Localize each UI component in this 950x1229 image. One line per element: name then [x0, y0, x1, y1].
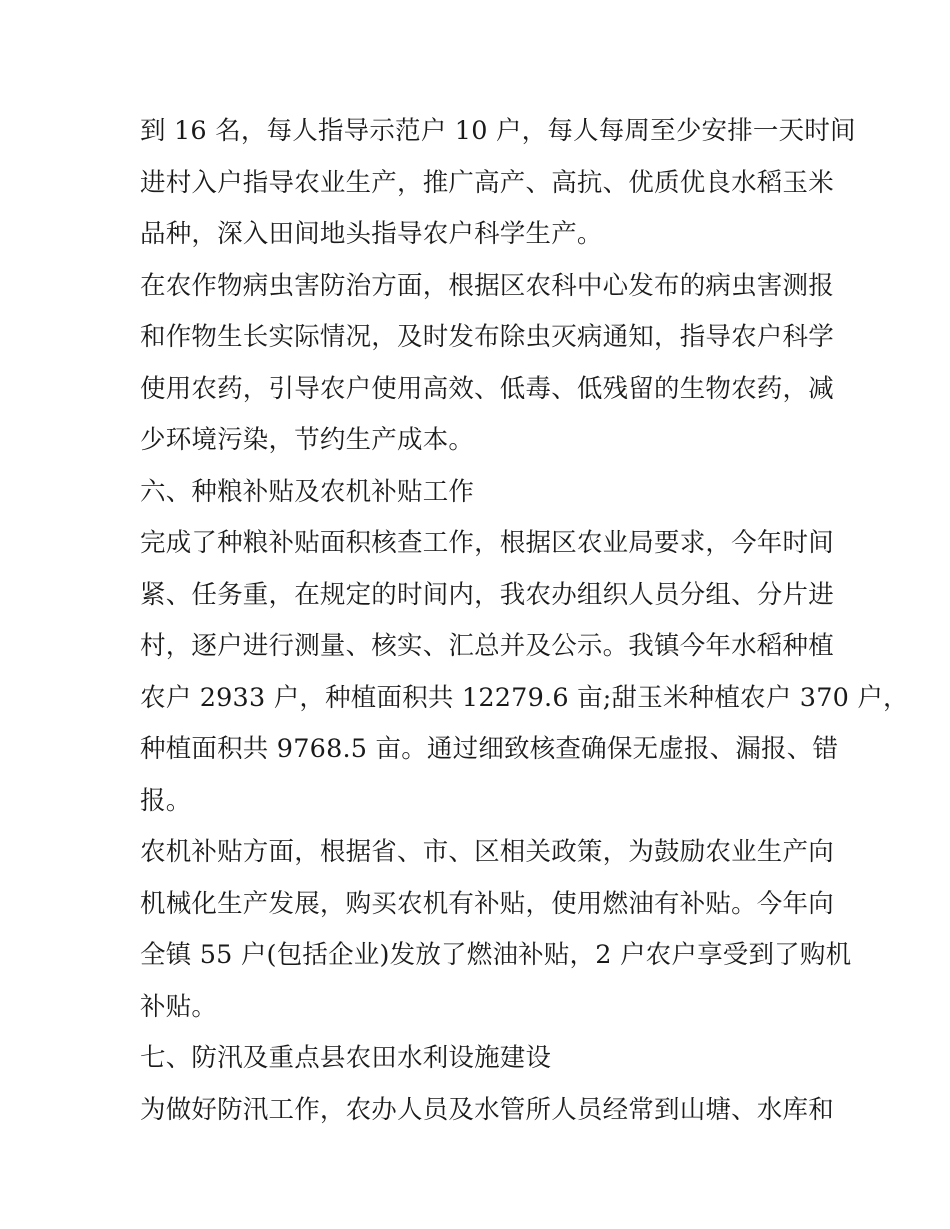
text-line: 完成了种粮补贴面积核查工作，根据区农业局要求，今年时间 [140, 528, 834, 558]
document-page [140, 106, 909, 1136]
text-line: 补贴。 [140, 991, 218, 1022]
text-line: 机械化生产发展，购买农机有补贴，使用燃油有补贴。今年向 [140, 888, 834, 919]
text-line: 种植面积共 9768.5 亩。通过细致核查确保无虚报、漏报、错 [140, 734, 839, 764]
text-line: 进村入户指导农业生产，推广高产、高抗、优质优良水稻玉米 [140, 167, 834, 198]
text-line: 农机补贴方面，根据省、市、区相关政策，为鼓励农业生产向 [140, 837, 834, 867]
text-line: 紧、任务重，在规定的时间内，我农办组织人员分组、分片进 [140, 579, 834, 610]
text-line: 到 16 名，每人指导示范户 10 户，每人每周至少安排一天时间 [140, 116, 856, 146]
text-line: 少环境污染，节约生产成本。 [140, 425, 475, 455]
text-line: 使用农药，引导农户使用高效、低毒、低残留的生物农药，减 [140, 373, 834, 404]
text-line: 和作物生长实际情况，及时发布除虫灭病通知，指导农户科学 [140, 322, 834, 352]
text-line: 农户 2933 户，种植面积共 12279.6 亩;甜玉米种植农户 370 户， [140, 682, 909, 713]
text-line: 村，逐户进行测量、核实、汇总并及公示。我镇今年水稻种植 [140, 631, 834, 661]
text-line: 在农作物病虫害防治方面，根据区农科中心发布的病虫害测报 [140, 270, 834, 301]
text-line: 品种，深入田间地头指导农户科学生产。 [140, 219, 603, 249]
text-line: 全镇 55 户(包括企业)发放了燃油补贴，2 户农户享受到了购机 [140, 940, 852, 970]
section-heading: 七、防汛及重点县农田水利设施建设 [140, 1043, 552, 1073]
text-line: 报。 [140, 785, 192, 816]
section-heading: 六、种粮补贴及农机补贴工作 [140, 476, 475, 507]
text-line: 为做好防汛工作，农办人员及水管所人员经常到山塘、水库和 [140, 1094, 834, 1125]
